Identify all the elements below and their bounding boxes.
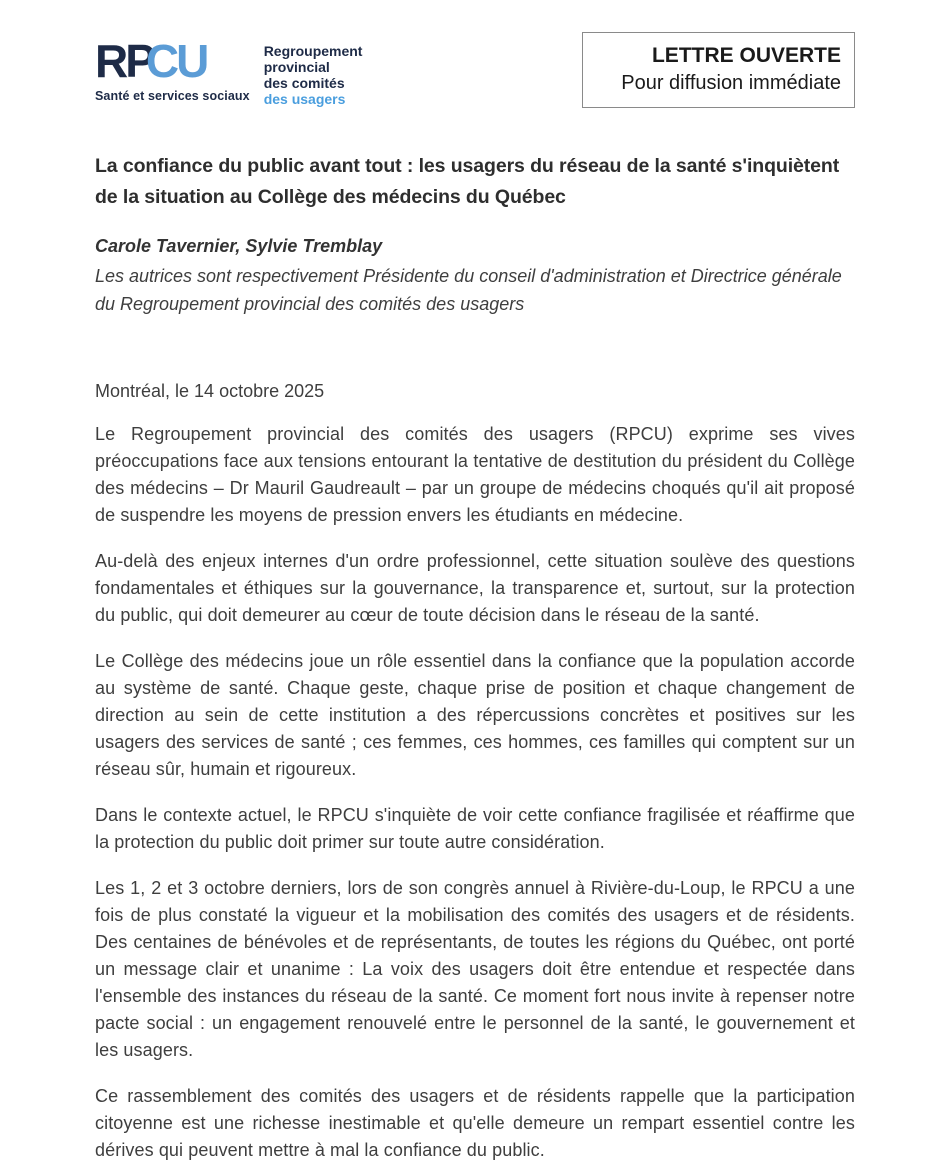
rpcu-logo-side-text	[264, 39, 363, 107]
rpcu-logo-tagline: Santé et services sociaux	[95, 89, 250, 103]
article-paragraph: Ce rassemblement des comités des usagers et de résidents rappelle que la participation citoyenne est une richesse inestimable et qu'elle demeure un rempart essentiel contre les dérives qui peuvent mettre à mal la confiance du public.	[95, 1086, 855, 1160]
article-body	[95, 421, 855, 1164]
article-authors: Carole Tavernier, Sylvie Tremblay	[95, 236, 383, 256]
article-paragraph: Le Collège des médecins joue un rôle essentiel dans la confiance que la population accorde au système de santé. Chaque geste, chaque prise de position et chaque changement de direction au sein de cette institution a des répercussions concrètes et positives sur les usagers des services de santé ; ces femmes, ces hommes, ces familles qui comptent sur un réseau sûr, humain et rigoureux.	[95, 651, 855, 779]
article-paragraph: Au-delà des enjeux internes d'un ordre professionnel, cette situation soulève des questions fondamentales et éthiques sur la gouvernance, la transparence et, surtout, sur la protection du public, qui doit demeurer au cœur de toute décision dans le réseau de la santé.	[95, 551, 855, 625]
rpcu-logo-side-line: des comités	[263, 75, 345, 91]
article-paragraph: Les 1, 2 et 3 octobre derniers, lors de son congrès annuel à Rivière-du-Loup, le RPCU a une fois de plus constaté la vigueur et la mobilisation des comités des usagers et de résidents. Des centaines de bénévoles et de représentants, de toutes les régions du Québec, ont porté un message clair et unanime : La voix des usagers doit être entendue et respectée dans l'ensemble des instances du réseau de la santé. Ce moment fort nous invite à repenser notre pacte social : un engagement renouvelé entre le personnel de la santé, le gouvernement et les usagers.	[95, 878, 855, 1060]
rpcu-logo-side-line: Regroupement	[263, 43, 363, 59]
article-paragraph: Dans le contexte actuel, le RPCU s'inquiète de voir cette confiance fragilisée et réaffirme que la protection du public doit primer sur toute autre considération.	[95, 805, 855, 852]
rpcu-logo-side-line: provincial	[263, 59, 330, 75]
rpcu-wordmark-dark: RP	[95, 35, 153, 87]
article-authors-description: Les autrices sont respectivement Présidente du conseil d'administration et Directrice générale du Regroupement provincial des comités des usagers	[95, 266, 842, 314]
press-release-box	[582, 32, 855, 108]
article-paragraph: Le Regroupement provincial des comités des usagers (RPCU) exprime ses vives préoccupations face aux tensions entourant la tentative de destitution du président du Collège des médecins – Dr Mauril Gaudreault – par un groupe de médecins choqués qu'il ait proposé de suspendre les moyens de pression envers les étudiants en médecine.	[95, 424, 855, 525]
rpcu-logo	[95, 35, 363, 107]
document-header	[95, 31, 855, 108]
article-title: La confiance du public avant tout : les usagers du réseau de la santé s'inquiètent de la situation au Collège des médecins du Québec	[95, 155, 840, 208]
article-dateline: Montréal, le 14 octobre 2025	[95, 381, 325, 401]
release-type-label: LETTRE OUVERTE	[651, 44, 841, 67]
release-diffusion-label: Pour diffusion immédiate	[621, 72, 841, 94]
rpcu-logo-side-line-blue: des usagers	[263, 91, 346, 107]
rpcu-wordmark-blue: CU	[145, 35, 207, 87]
rpcu-wordmark	[95, 35, 250, 87]
rpcu-logo-wordmark-block	[95, 35, 250, 103]
